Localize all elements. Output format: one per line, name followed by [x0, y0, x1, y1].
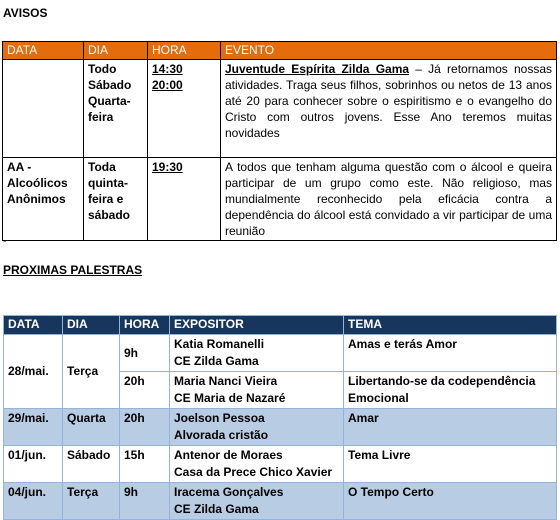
avisos-data-cell — [3, 60, 84, 158]
palestra-data: 04/jun. — [4, 483, 63, 520]
palestra-row — [4, 446, 557, 483]
palestras-header-hora: HORA — [120, 316, 170, 335]
evento-text: A todos que tenham alguma questão com o álcool e queira participar de um grupo como este. Não religioso, mas mundialmente reconhecido pela eficácia contra a dependência do álcool está convidado a vir participar de uma reunião — [225, 160, 552, 238]
palestra-dia: Terça — [63, 483, 120, 520]
palestra-tema: O Tempo Certo — [344, 483, 557, 520]
palestras-header-expositor: EXPOSITOR — [170, 316, 344, 335]
palestra-expositor — [170, 335, 344, 372]
avisos-header-evento: EVENTO — [221, 42, 557, 60]
avisos-evento-cell — [221, 60, 557, 158]
avisos-hora-cell — [148, 158, 221, 241]
avisos-header-data: DATA — [3, 42, 84, 60]
palestra-expositor — [170, 483, 344, 520]
palestra-tema: Tema Livre — [344, 446, 557, 483]
expositor-name: Joelson Pessoa — [174, 411, 265, 425]
palestra-expositor — [170, 372, 344, 409]
expositor-name: Antenor de Moraes — [174, 448, 283, 462]
palestra-hora: 9h — [120, 483, 170, 520]
palestra-dia: Quarta — [63, 409, 120, 446]
palestra-data: 28/mai. — [4, 335, 63, 409]
palestra-row — [4, 483, 557, 520]
palestra-hora: 9h — [120, 335, 170, 372]
palestra-expositor — [170, 409, 344, 446]
palestra-tema: Amas e terás Amor — [344, 335, 557, 372]
expositor-casa: CE Maria de Nazaré — [174, 391, 286, 405]
palestra-hora: 20h — [120, 372, 170, 409]
expositor-casa: CE Zilda Gama — [174, 354, 259, 368]
expositor-casa: Alvorada cristão — [174, 428, 269, 442]
palestras-header-data: DATA — [4, 316, 63, 335]
avisos-hora-value: 19:30 — [152, 160, 183, 174]
separator-dash: - — [3, 236, 7, 247]
expositor-casa: Casa da Prece Chico Xavier — [174, 465, 333, 479]
avisos-dia-cell: Todo Sábado Quarta-feira — [84, 60, 148, 158]
expositor-name: Iracema Gonçalves — [174, 485, 284, 499]
palestras-header-tema: TEMA — [344, 316, 557, 335]
palestra-expositor — [170, 446, 344, 483]
evento-text: – Já retornamos nossas atividades. Traga seus filhos, sobrinhos ou netos de 13 anos até 20 para conhecer sobre o espiritismo e o evangelho do Cristo com outros jovens. Esse Ano teremos muitas novidades — [225, 62, 552, 140]
avisos-dia-cell: Toda quinta-feira e sábado — [84, 158, 148, 241]
avisos-hora-value: 20:00 — [152, 78, 183, 92]
avisos-header-dia: DIA — [84, 42, 148, 60]
avisos-title: AVISOS — [3, 6, 48, 20]
palestra-hora: 15h — [120, 446, 170, 483]
palestras-header-dia: DIA — [63, 316, 120, 335]
palestra-data: 01/jun. — [4, 446, 63, 483]
avisos-row — [3, 60, 557, 158]
avisos-header-hora: HORA — [148, 42, 221, 60]
avisos-hora-cell — [148, 60, 221, 158]
palestra-row — [4, 409, 557, 446]
palestra-tema: Libertando-se da codependência Emocional — [344, 372, 557, 409]
palestras-header-row — [4, 316, 557, 335]
palestra-data: 29/mai. — [4, 409, 63, 446]
avisos-table — [2, 41, 557, 241]
evento-title: Juventude Espírita Zilda Gama — [225, 62, 410, 76]
avisos-row — [3, 158, 557, 241]
palestra-hora: 20h — [120, 409, 170, 446]
avisos-evento-cell — [221, 158, 557, 241]
expositor-casa: CE Zilda Gama — [174, 502, 259, 516]
expositor-name: Maria Nanci Vieira — [174, 374, 278, 388]
palestras-table — [3, 315, 557, 520]
avisos-data-cell: AA - Alcoólicos Anônimos — [3, 158, 84, 241]
palestra-row — [4, 335, 557, 372]
avisos-header-row — [3, 42, 557, 60]
palestras-title: PROXIMAS PALESTRAS — [3, 263, 143, 277]
palestra-dia: Terça — [63, 335, 120, 409]
expositor-name: Katia Romanelli — [174, 337, 265, 351]
avisos-hora-value: 14:30 — [152, 62, 183, 76]
palestra-dia: Sábado — [63, 446, 120, 483]
palestra-tema: Amar — [344, 409, 557, 446]
